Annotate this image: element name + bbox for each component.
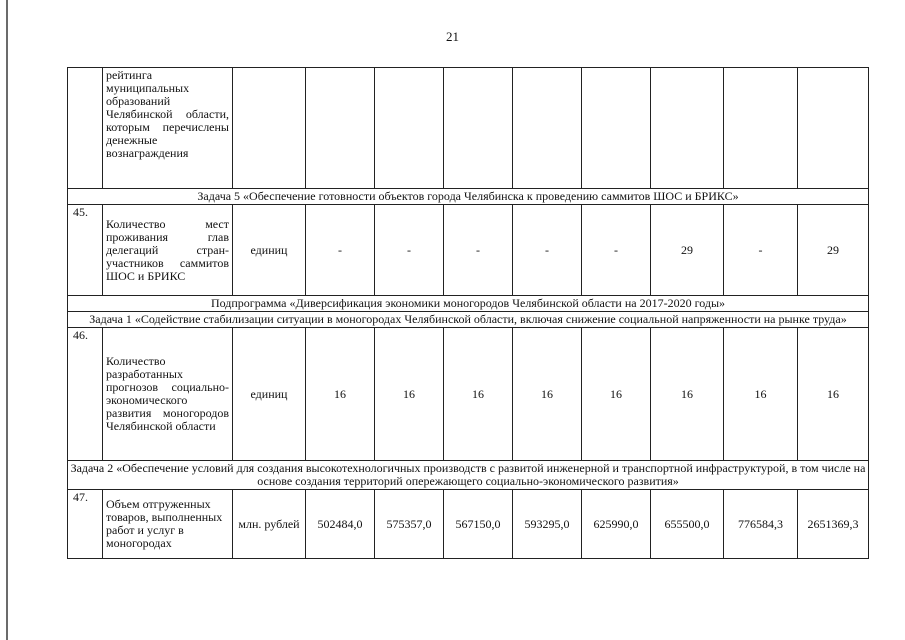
page-number: 21 (446, 29, 459, 44)
task-header-row (68, 189, 869, 205)
value-cell: 16 (513, 328, 582, 461)
value-cell: 16 (306, 328, 375, 461)
task-header-row (68, 312, 869, 328)
row-number: 47. (68, 490, 103, 559)
subprogram-title: Подпрограмма «Диверсификация экономики моногородов Челябинской области на 2017-2020 годы» (68, 296, 869, 312)
value-cell: 502484,0 (306, 490, 375, 559)
task-5-title: Задача 5 «Обеспечение готовности объектов города Челябинска к проведению саммитов ШОС и БРИКС» (68, 189, 869, 205)
value-cell: 625990,0 (582, 490, 651, 559)
indicator-name: Количество разработанных прогнозов социально-экономического развития моногородов Челябинской области (103, 328, 233, 461)
value-cell: 16 (375, 328, 444, 461)
value-cell: - (582, 205, 651, 296)
unit-cell: млн. рублей (233, 490, 306, 559)
task-header-row (68, 461, 869, 490)
value-cell: 16 (651, 328, 724, 461)
cell-empty (444, 68, 513, 189)
value-cell: 593295,0 (513, 490, 582, 559)
value-cell: - (724, 205, 798, 296)
cell-empty (798, 68, 869, 189)
value-cell: 575357,0 (375, 490, 444, 559)
table-row-47 (68, 490, 869, 559)
value-cell: 776584,3 (724, 490, 798, 559)
value-cell: - (444, 205, 513, 296)
unit-cell: единиц (233, 205, 306, 296)
unit-cell: единиц (233, 328, 306, 461)
value-cell: 16 (444, 328, 513, 461)
row-number: 45. (68, 205, 103, 296)
value-cell: 2651369,3 (798, 490, 869, 559)
task-1-title: Задача 1 «Содействие стабилизации ситуации в моногородах Челябинской области, включая снижение социальной напряженности на рынке труда» (68, 312, 869, 328)
indicators-table (67, 67, 869, 559)
value-cell: - (375, 205, 444, 296)
cell-empty (513, 68, 582, 189)
cell-empty (233, 68, 306, 189)
value-cell: 16 (582, 328, 651, 461)
cell-empty (724, 68, 798, 189)
value-cell: 29 (651, 205, 724, 296)
indicator-name: рейтинга муниципальных образований Челябинской области, которым перечислены денежные вознаграждения (103, 68, 233, 189)
value-cell: 29 (798, 205, 869, 296)
table-row-45 (68, 205, 869, 296)
row-number: 46. (68, 328, 103, 461)
cell-empty (375, 68, 444, 189)
value-cell: 567150,0 (444, 490, 513, 559)
value-cell: - (306, 205, 375, 296)
indicator-name: Объем отгруженных товаров, выполненных работ и услуг в моногородах (103, 490, 233, 559)
subprogram-row (68, 296, 869, 312)
cell-empty (582, 68, 651, 189)
table-row-continuation (68, 68, 869, 189)
indicator-name: Количество мест проживания глав делегаций стран-участников саммитов ШОС и БРИКС (103, 205, 233, 296)
cell-empty (306, 68, 375, 189)
cell-empty (651, 68, 724, 189)
value-cell: 655500,0 (651, 490, 724, 559)
table-row-46 (68, 328, 869, 461)
scan-edge-line (6, 0, 8, 640)
value-cell: 16 (798, 328, 869, 461)
task-2-title: Задача 2 «Обеспечение условий для создания высокотехнологичных производств с развитой инженерной и транспортной инфраструктурой, в том числе на основе создания территорий опережающего социально-экономического развития» (68, 461, 869, 490)
value-cell: - (513, 205, 582, 296)
cell-num-empty (68, 68, 103, 189)
value-cell: 16 (724, 328, 798, 461)
